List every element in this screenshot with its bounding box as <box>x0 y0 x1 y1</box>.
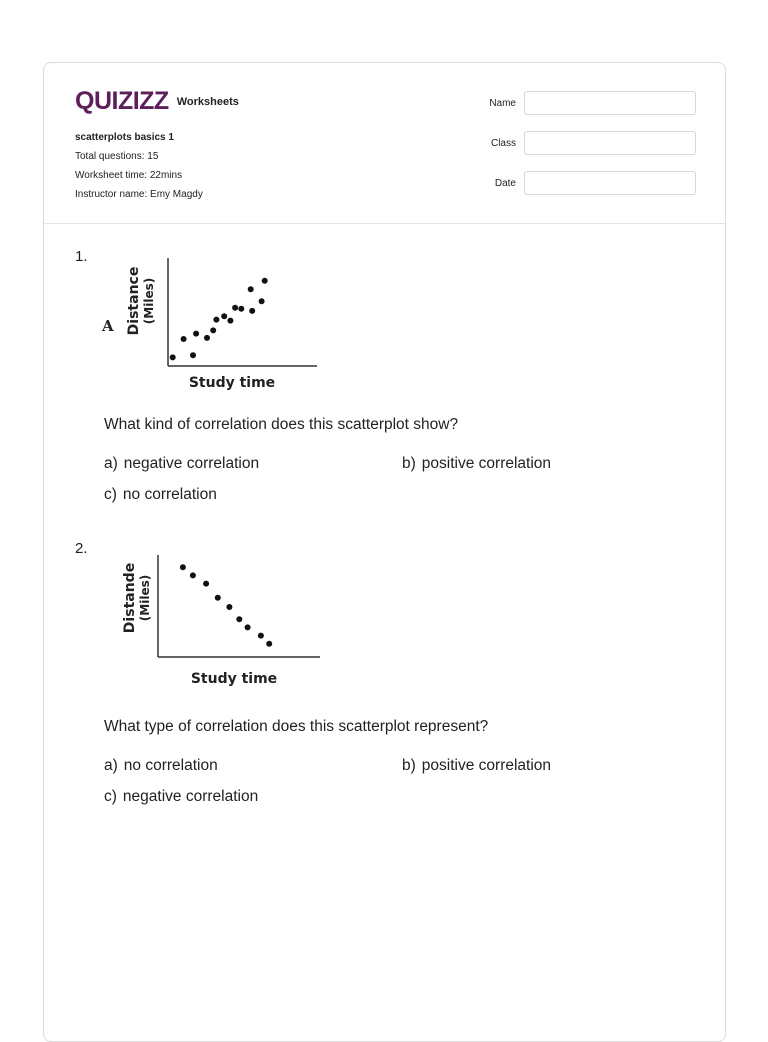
question-number: 2. <box>75 540 88 557</box>
option-text: positive correlation <box>421 455 552 472</box>
option-text: positive correlation <box>421 757 552 774</box>
answer-option[interactable] <box>402 757 551 775</box>
option-text: no correlation <box>122 486 217 503</box>
scatter-point <box>213 317 219 323</box>
scatter-point <box>245 624 251 630</box>
worksheet-card <box>43 62 726 1042</box>
scatter-point <box>259 298 265 304</box>
x-axis-label: Study time <box>188 375 276 391</box>
y-axis-unit-label: (Miles) <box>142 277 156 325</box>
worksheet-time: Worksheet time: 22mins <box>75 170 183 181</box>
logo-wordmark: QUIZIZZ <box>75 87 169 115</box>
question-text: What type of correlation does this scatterplot represent? <box>104 718 489 735</box>
date-label: Date <box>494 177 516 189</box>
answer-option[interactable] <box>104 757 218 775</box>
option-letter: a) <box>104 757 118 774</box>
scatter-point <box>193 331 199 337</box>
option-letter: b) <box>402 757 416 774</box>
instructor-name: Instructor name: Emy Magdy <box>75 189 203 200</box>
question-text: What kind of correlation does this scatterplot show? <box>104 416 459 433</box>
class-label: Class <box>490 137 516 149</box>
y-axis-label: Distande <box>122 562 138 634</box>
answer-option[interactable] <box>104 486 217 504</box>
chart-side-label: A <box>102 317 114 335</box>
name-input[interactable] <box>524 91 696 115</box>
date-input[interactable] <box>524 171 696 195</box>
option-text: negative correlation <box>122 788 259 805</box>
scatterplot-positive <box>94 243 334 393</box>
logo-subtitle: Worksheets <box>176 96 239 108</box>
scatter-point <box>249 308 255 314</box>
scatter-point <box>181 336 187 342</box>
name-label: Name <box>489 97 516 109</box>
scatter-point <box>238 306 244 312</box>
scatter-point <box>204 335 210 341</box>
scatter-point <box>190 352 196 358</box>
date-field-row <box>474 171 696 195</box>
option-text: negative correlation <box>123 455 260 472</box>
scatter-point <box>236 616 242 622</box>
scatter-points <box>170 278 268 361</box>
class-field-row <box>474 131 696 155</box>
quizizz-logo <box>75 87 239 116</box>
answer-option[interactable] <box>104 788 258 806</box>
scatter-point <box>232 305 238 311</box>
option-letter: c) <box>104 486 117 503</box>
total-questions: Total questions: 15 <box>75 151 159 162</box>
class-input[interactable] <box>524 131 696 155</box>
scatter-point <box>190 572 196 578</box>
scatter-point <box>215 595 221 601</box>
scatterplot-negative <box>114 543 354 693</box>
scatter-point <box>266 641 272 647</box>
scatter-point <box>170 354 176 360</box>
scatter-point <box>262 278 268 284</box>
scatter-point <box>226 604 232 610</box>
x-axis-label: Study time <box>190 671 278 687</box>
scatter-point <box>180 564 186 570</box>
answer-option[interactable] <box>104 455 259 473</box>
option-letter: c) <box>104 788 117 805</box>
y-axis-unit-label: (Miles) <box>138 574 152 622</box>
name-field-row <box>474 91 696 115</box>
scatter-point <box>210 327 216 333</box>
question-number: 1. <box>75 248 88 265</box>
option-letter: b) <box>402 455 416 472</box>
option-text: no correlation <box>123 757 218 774</box>
worksheet-header <box>44 63 725 224</box>
scatter-point <box>227 318 233 324</box>
worksheet-title: scatterplots basics 1 <box>75 132 174 143</box>
answer-option[interactable] <box>402 455 551 473</box>
option-letter: a) <box>104 455 118 472</box>
scatter-point <box>248 286 254 292</box>
scatter-point <box>203 581 209 587</box>
scatter-points <box>180 564 272 647</box>
scatter-point <box>258 633 264 639</box>
scatter-point <box>221 313 227 319</box>
y-axis-label: Distance <box>126 266 142 336</box>
worksheet-meta <box>75 128 203 204</box>
